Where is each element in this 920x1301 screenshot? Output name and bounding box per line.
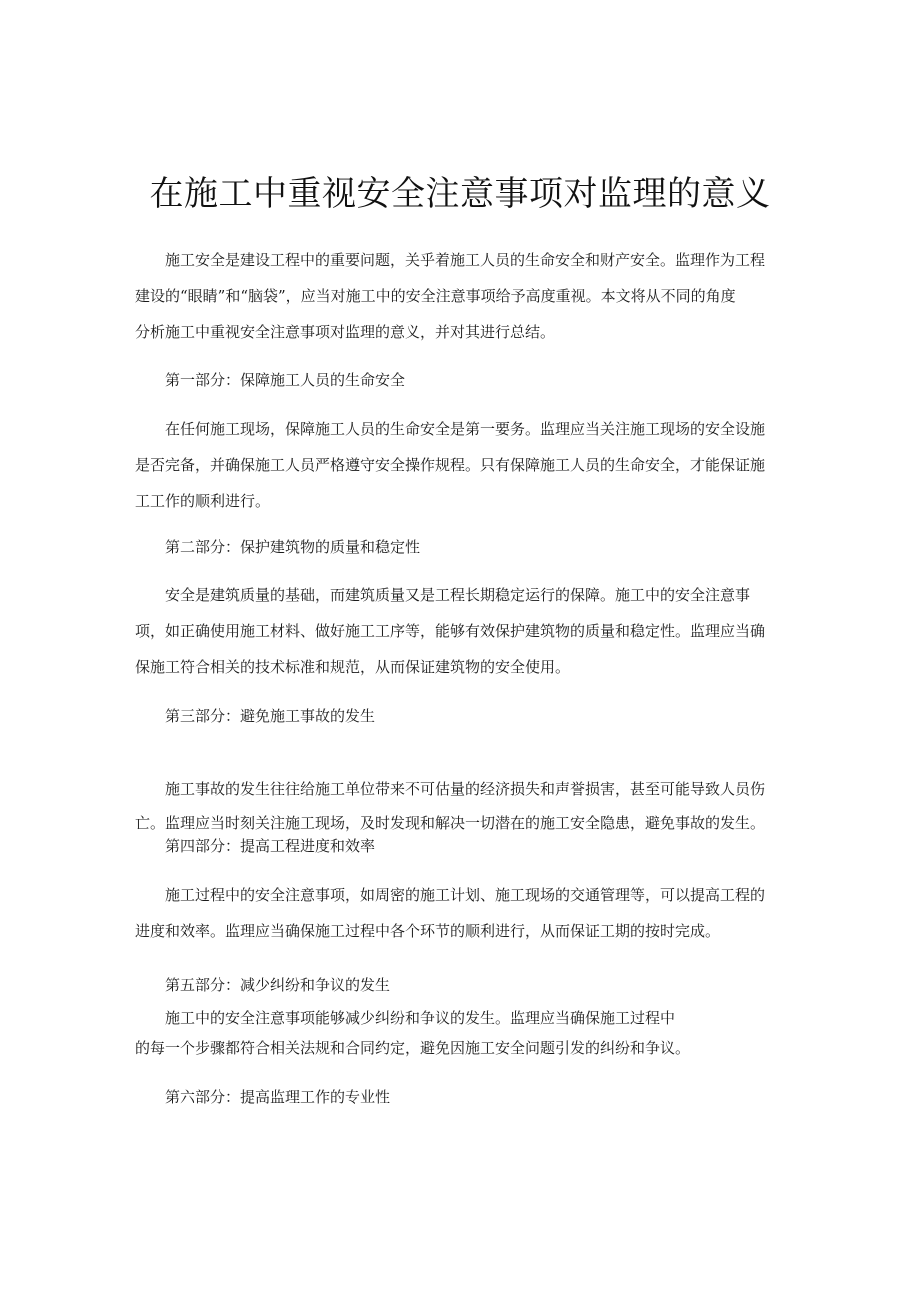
section-body xyxy=(135,772,785,840)
section-heading-text: 第二部分：保护建筑物的质量和稳定性 xyxy=(165,538,421,556)
section-heading xyxy=(135,368,785,392)
section-heading xyxy=(135,535,785,559)
text-line: 在任何施工现场，保障施工人员的生命安全是第一要务。监理应当关注施工现场的安全设施 xyxy=(165,420,766,438)
text-line: 分析施工中重视安全注意事项对监理的意义，并对其进行总结。 xyxy=(135,323,556,341)
section-heading-text: 第五部分：减少纠纷和争议的发生 xyxy=(165,976,391,994)
section-body-text xyxy=(135,772,785,840)
text-line: 施工中的安全注意事项能够减少纠纷和争议的发生。监理应当确保施工过程中 xyxy=(165,1009,676,1027)
text-line: 建设的“眼睛”和“脑袋”，应当对施工中的安全注意事项给予高度重视。本文将从不同的角度 xyxy=(135,287,736,305)
section-heading xyxy=(135,834,785,858)
text-line: 保施工符合相关的技术标准和规范，从而保证建筑物的安全使用。 xyxy=(135,658,571,676)
text-line: 的每一个步骤都符合相关法规和合同约定，避免因施工安全问题引发的纠纷和争议。 xyxy=(135,1039,691,1057)
section-body-text xyxy=(135,1003,785,1063)
section-heading xyxy=(135,1085,785,1109)
section-heading xyxy=(135,973,785,997)
section-body-text xyxy=(135,411,785,519)
text-line: 安全是建筑质量的基础，而建筑质量又是工程长期稳定运行的保障。施工中的安全注意事 xyxy=(165,586,751,604)
intro-text xyxy=(135,242,785,350)
text-line: 进度和效率。监理应当确保施工过程中各个环节的顺利进行，从而保证工期的按时完成。 xyxy=(135,922,721,940)
section-heading-text: 第六部分：提高监理工作的专业性 xyxy=(165,1088,391,1106)
section-body-text xyxy=(135,877,785,949)
section-heading-text: 第一部分：保障施工人员的生命安全 xyxy=(165,371,406,389)
text-line: 是否完备，并确保施工人员严格遵守安全操作规程。只有保障施工人员的生命安全，才能保证施 xyxy=(135,456,766,474)
document-title: 在施工中重视安全注意事项对监理的意义 xyxy=(149,174,771,214)
section-body-text xyxy=(135,577,785,685)
section-heading-text: 第三部分：避免施工事故的发生 xyxy=(165,707,376,725)
text-line: 施工过程中的安全注意事项，如周密的施工计划、施工现场的交通管理等，可以提高工程的 xyxy=(165,886,766,904)
section-heading xyxy=(135,704,785,728)
section-heading-text: 第四部分：提高工程进度和效率 xyxy=(165,837,376,855)
section-body xyxy=(135,411,785,519)
text-line: 项，如正确使用施工材料、做好施工工序等，能够有效保护建筑物的质量和稳定性。监理应当确 xyxy=(135,622,766,640)
section-body xyxy=(135,1003,785,1063)
text-line: 施工安全是建设工程中的重要问题，关乎着施工人员的生命安全和财产安全。监理作为工程 xyxy=(165,251,766,269)
text-line: 施工事故的发生往往给施工单位带来不可估量的经济损失和声誉损害，甚至可能导致人员伤 xyxy=(165,780,766,798)
intro-paragraph xyxy=(135,242,785,350)
text-line: 工工作的顺利进行。 xyxy=(135,492,271,510)
section-body xyxy=(135,877,785,949)
section-body xyxy=(135,577,785,685)
text-line: 亡。监理应当时刻关注施工现场，及时发现和解决一切潜在的施工安全隐患，避免事故的发生。 xyxy=(135,814,766,832)
